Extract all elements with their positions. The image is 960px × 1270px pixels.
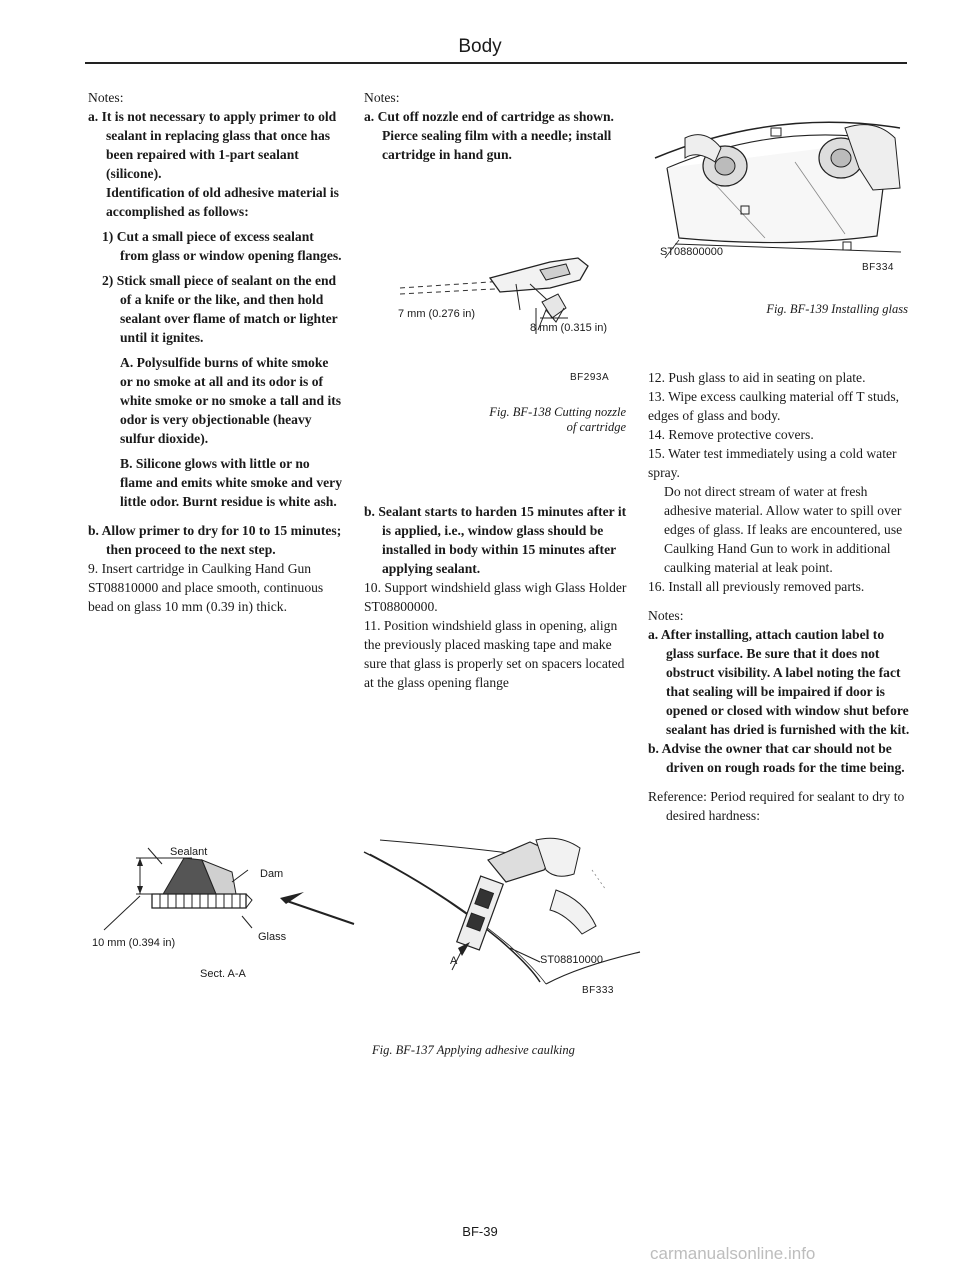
result-polysulfide: A. Polysulfide burns of white smoke or no smoke at all and its odor is of white smoke or no smoke a tall and its odor is very objectionable (heavy sulfur dioxide). bbox=[120, 355, 342, 446]
notes-heading: Notes: bbox=[88, 90, 124, 105]
installing-glass-diagram bbox=[645, 88, 907, 268]
column-right bbox=[648, 368, 910, 825]
figure-code: BF334 bbox=[862, 262, 894, 273]
step-12: 12. Push glass to aid in seating on plate. bbox=[648, 370, 866, 385]
column-middle bbox=[364, 88, 630, 164]
step-1: 1) Cut a small piece of excess sealant from glass or window opening flanges. bbox=[102, 229, 342, 263]
figure-code: BF293A bbox=[570, 372, 610, 383]
label-dam: Dam bbox=[260, 868, 284, 880]
note-a: a. It is not necessary to apply primer to old sealant in replacing glass that once has been repaired with 1-part sealant (silicone). bbox=[88, 109, 337, 181]
caulking-gun-diagram bbox=[360, 830, 660, 990]
step-15: 15. Water test immediately using a cold water spray. bbox=[648, 446, 897, 480]
tool-number: ST08810000 bbox=[540, 954, 603, 966]
label-section: Sect. A-A bbox=[200, 968, 246, 980]
result-silicone: B. Silicone glows with little or no flame and emits white smoke and very little odor. Burnt residue is white ash. bbox=[120, 456, 343, 509]
step-10: 10. Support windshield glass wigh Glass Holder ST08800000. bbox=[364, 580, 627, 614]
notes-heading: Notes: bbox=[648, 608, 684, 623]
page-header-title: Body bbox=[458, 36, 502, 57]
dimension-7mm: 7 mm (0.276 in) bbox=[398, 308, 476, 320]
header-rule bbox=[85, 62, 907, 64]
note-a-continued: Pierce sealing film with a needle; install cartridge in hand gun. bbox=[382, 128, 612, 162]
column-left bbox=[88, 88, 344, 616]
note-a-continued: Identification of old adhesive material is accomplished as follows: bbox=[106, 185, 339, 219]
label-sealant: Sealant bbox=[170, 846, 208, 858]
figure-caption-139: Fig. BF-139 Installing glass bbox=[766, 302, 908, 316]
label-glass: Glass bbox=[258, 931, 287, 943]
caption-line: Fig. BF-138 Cutting nozzle bbox=[489, 405, 626, 419]
step-16: 16. Install all previously removed parts. bbox=[648, 579, 865, 594]
page-number: BF-39 bbox=[462, 1224, 498, 1239]
step-14: 14. Remove protective covers. bbox=[648, 427, 814, 442]
dimension-8mm: 8 mm (0.315 in) bbox=[530, 322, 608, 334]
caption-line: of cartridge bbox=[566, 420, 626, 434]
reference: Reference: Period required for sealant to dry to desired hardness: bbox=[648, 789, 905, 823]
note-a: a. Cut off nozzle end of cartridge as shown. bbox=[364, 109, 614, 124]
label-thickness: 10 mm (0.394 in) bbox=[92, 937, 176, 949]
note-b: b. Advise the owner that car should not be driven on rough roads for the time being. bbox=[648, 741, 905, 775]
note-a: a. After installing, attach caution label to glass surface. Be sure that it does not obstruct visibility. A label noting the fact that sealing will be impaired if door is opened or closed with window shut before sealant has dried is furnished with the kit. bbox=[648, 627, 910, 737]
tool-number: ST08800000 bbox=[660, 246, 723, 258]
notes-heading: Notes: bbox=[364, 90, 400, 105]
note-b: b. Sealant starts to harden 15 minutes after it is applied, i.e., window glass should be installed in body within 15 minutes after applying sealant. bbox=[364, 504, 627, 576]
step-2: 2) Stick small piece of sealant on the end of a knife or the like, and then hold sealant over flame of match or lighter until it ignites. bbox=[102, 273, 338, 345]
figure-caption-138 bbox=[440, 405, 626, 435]
section-marker-a: A bbox=[450, 955, 458, 967]
note-b: b. Allow primer to dry for 10 to 15 minutes; then proceed to the next step. bbox=[88, 523, 342, 557]
column-middle-lower bbox=[364, 502, 630, 692]
watermark: carmanualsonline.info bbox=[650, 1244, 816, 1263]
figure-caption-137: Fig. BF-137 Applying adhesive caulking bbox=[372, 1043, 575, 1057]
figure-code: BF333 bbox=[582, 985, 614, 996]
step-9: 9. Insert cartridge in Caulking Hand Gun ST08810000 and place smooth, continuous bead on glass 10 mm (0.39 in) thick. bbox=[88, 561, 324, 614]
step-13: 13. Wipe excess caulking material off T studs, edges of glass and body. bbox=[648, 389, 900, 423]
step-15-continued: Do not direct stream of water at fresh adhesive material. Allow water to spill over edges of glass. If leaks are encountered, use Caulking Hand Gun to work in additional caulking material at leak point. bbox=[664, 484, 903, 575]
step-11: 11. Position windshield glass in opening, align the previously placed masking tape and make sure that glass is properly set on spacers located at the glass opening flange bbox=[364, 618, 625, 690]
